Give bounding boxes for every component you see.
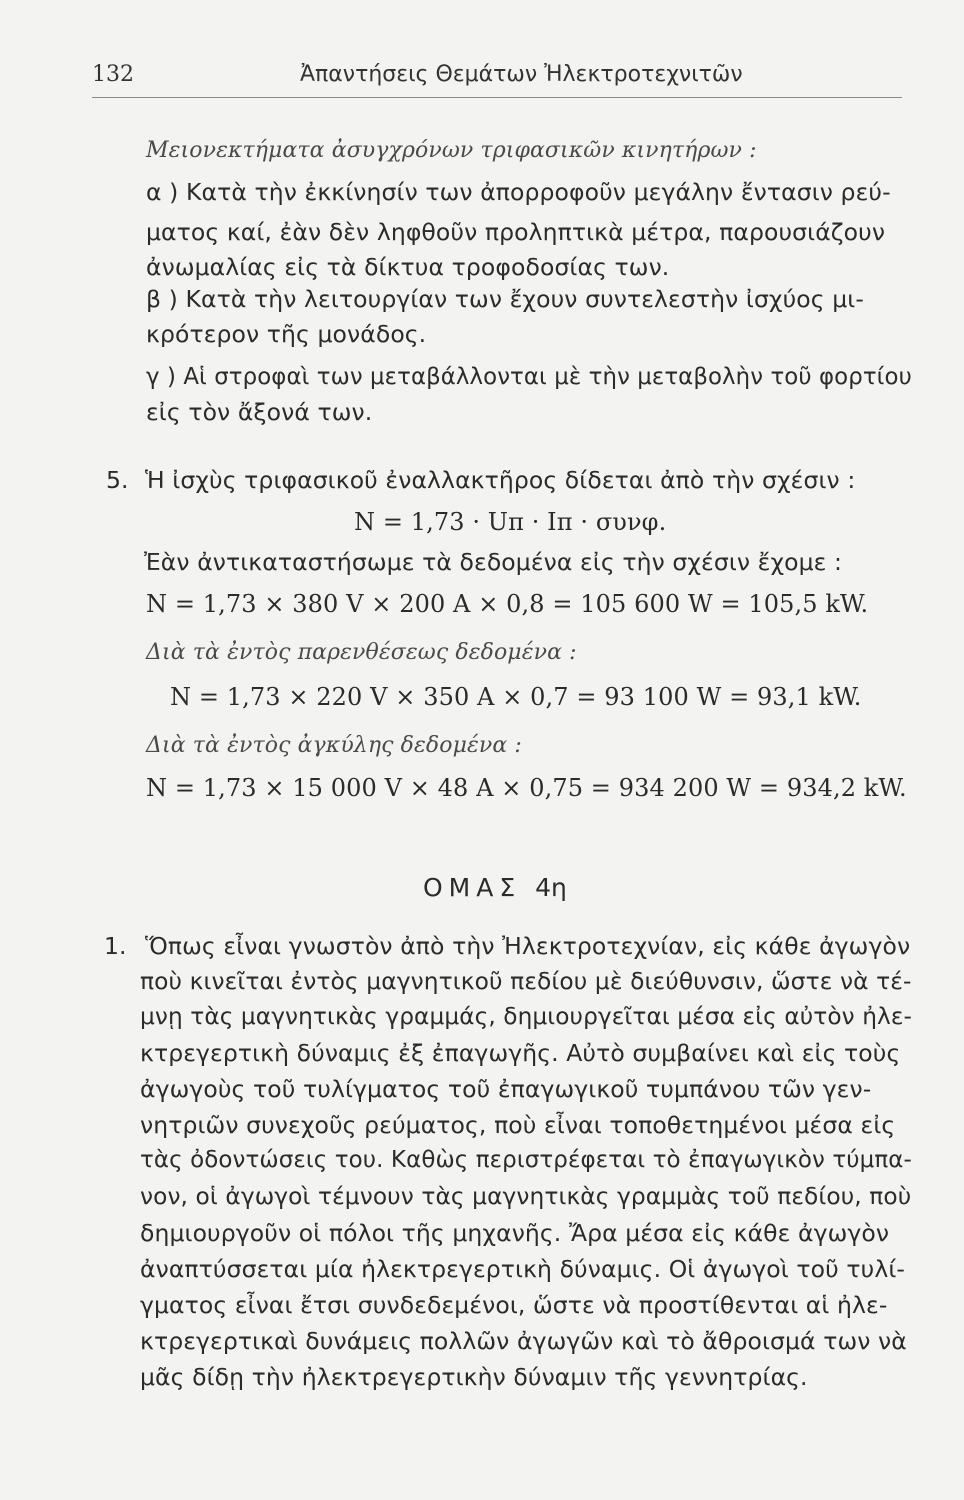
item-1-line-5: ἀγωγοὺς τοῦ τυλίγματος τοῦ ἐπαγωγικοῦ τυμπάνου τῶν γεν- (140, 1075, 872, 1103)
item-1-line-1: Ὅπως εἶναι γνωστὸν ἀπὸ τὴν Ἠλεκτροτεχνίαν, εἰς κάθε ἀγωγὸν (145, 932, 911, 960)
item-1-line-4: κτρεγερτικὴ δύναμις ἐξ ἐπαγωγῆς. Αὐτὸ συμβαίνει καὶ εἰς τοὺς (140, 1039, 901, 1067)
item-1-line-12: κτρεγερτικαὶ δυνάμεις πολλῶν ἀγωγῶν καὶ τὸ ἄθροισμά των νὰ (140, 1327, 907, 1355)
running-header-title: Ἀπαντήσεις Θεμάτων Ἠλεκτροτεχνιτῶν (300, 62, 743, 87)
item-1-number: 1. (104, 932, 127, 960)
substitution-intro: Ἐὰν ἀντικαταστήσωμε τὰ δεδομένα εἰς τὴν σχέσιν ἔχομε : (144, 548, 843, 576)
calculation-bracket: N = 1,73 × 15 000 V × 48 A × 0,75 = 934 200 W = 934,2 kW. (146, 774, 907, 802)
group-heading (423, 873, 567, 902)
page-number: 132 (92, 62, 134, 87)
item-1-line-3: μνῃ τὰς μαγνητικὰς γραμμάς, δημιουργεῖται μέσα εἰς αὐτὸν ἠλε- (140, 1003, 912, 1030)
item-1-line-10: ἀναπτύσσεται μία ἠλεκτρεγερτικὴ δύναμις. Οἱ ἀγωγοὶ τοῦ τυλί- (140, 1255, 905, 1283)
disadvantages-line-1: α ) Κατὰ τὴν ἐκκίνησίν των ἀπορροφοῦν μεγάλην ἔντασιν ρεύ- (146, 178, 891, 206)
item-1-line-9: δημιουργοῦν οἱ πόλοι τῆς μηχανῆς. Ἄρα μέσα εἰς κάθε ἀγωγὸν (140, 1219, 890, 1247)
disadvantages-line-5: κρότερον τῆς μονάδος. (146, 320, 427, 348)
item-5-intro: Ἡ ἰσχὺς τριφασικοῦ ἐναλλακτῆρος δίδεται ἀπὸ τὴν σχέσιν : (145, 466, 856, 494)
item-1-line-7: τὰς ὀδοντώσεις του. Καθὼς περιστρέφεται τὸ ἐπαγωγικὸν τύμπα- (140, 1147, 912, 1173)
item-1-line-13: μᾶς δίδῃ τὴν ἠλεκτρεγερτικὴν δύναμιν τῆς γεννητρίας. (140, 1363, 808, 1391)
disadvantages-line-3: ἀνωμαλίας εἰς τὰ δίκτυα τροφοδοσίας των. (146, 253, 670, 281)
disadvantages-line-6: γ ) Αἱ στροφαὶ των μεταβάλλονται μὲ τὴν μεταβολὴν τοῦ φορτίου (146, 364, 912, 390)
item-5-number: 5. (106, 466, 129, 494)
disadvantages-heading: Μειονεκτήματα ἀσυγχρόνων τριφασικῶν κινητήρων : (146, 138, 757, 163)
parenthesis-data-label: Διὰ τὰ ἐντὸς παρενθέσεως δεδομένα : (146, 640, 577, 665)
power-formula: N = 1,73 · Uπ · Iπ · συνφ. (354, 508, 667, 536)
disadvantages-line-7: εἰς τὸν ἄξονά των. (146, 398, 373, 426)
group-heading-label: ΟΜΑΣ (423, 873, 522, 902)
header-rule (92, 97, 902, 98)
item-1-line-8: νον, οἱ ἀγωγοὶ τέμνουν τὰς μαγνητικὰς γραμμὰς τοῦ πεδίου, ποὺ (140, 1183, 912, 1210)
calculation-main: N = 1,73 × 380 V × 200 A × 0,8 = 105 600 W = 105,5 kW. (146, 590, 869, 618)
disadvantages-line-4: β ) Κατὰ τὴν λειτουργίαν των ἔχουν συντελεστὴν ἰσχύος μι- (146, 285, 864, 313)
item-1-line-2: ποὺ κινεῖται ἐντὸς μαγνητικοῦ πεδίου μὲ διεύθυνσιν, ὥστε νὰ τέ- (140, 967, 912, 995)
item-1-line-6: νητριῶν συνεχοῦς ρεύματος, ποὺ εἶναι τοποθετημένοι μέσα εἰς (140, 1111, 896, 1139)
disadvantages-line-2: ματος καί, ἐὰν δὲν ληφθοῦν προληπτικὰ μέτρα, παρουσιάζουν (146, 218, 886, 246)
bracket-data-label: Διὰ τὰ ἐντὸς ἀγκύλης δεδομένα : (146, 733, 522, 758)
item-1-line-11: γματος εἶναι ἔτσι συνδεδεμένοι, ὥστε νὰ προστίθενται αἱ ἠλε- (140, 1291, 888, 1319)
group-heading-number: 4η (535, 873, 567, 902)
calculation-parenthesis: N = 1,73 × 220 V × 350 A × 0,7 = 93 100 W = 93,1 kW. (170, 683, 862, 711)
